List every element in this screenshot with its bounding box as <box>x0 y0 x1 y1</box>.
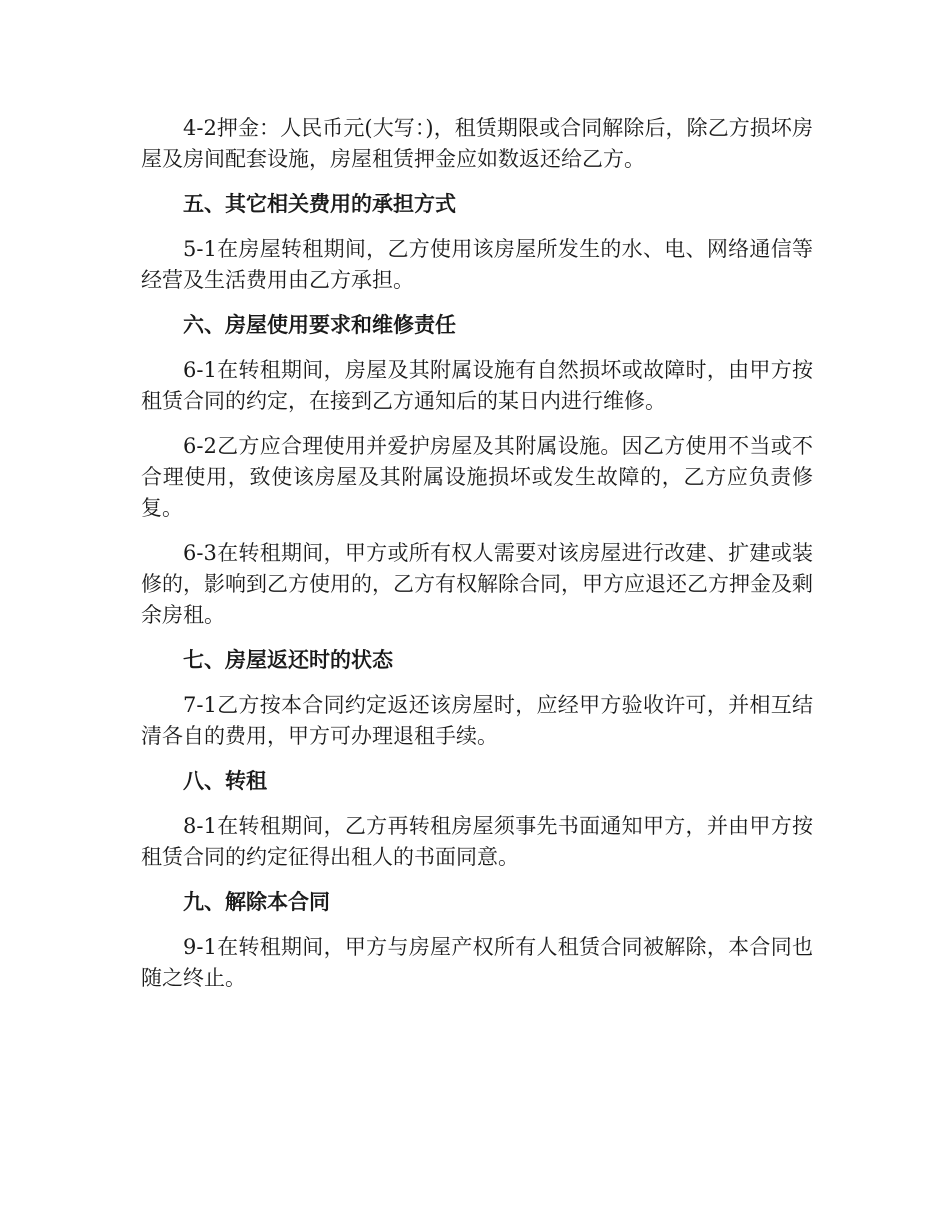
clause-6-2: 6-2乙方应合理使用并爱护房屋及其附属设施。因乙方使用不当或不合理使用，致使该房屋及其附属设施损坏或发生故障的，乙方应负责修复。 <box>141 434 813 520</box>
section-heading-9: 九、解除本合同 <box>183 890 330 914</box>
clause-6-3: 6-3在转租期间，甲方或所有权人需要对该房屋进行改建、扩建或装修的，影响到乙方使用的，乙方有权解除合同，甲方应退还乙方押金及剩余房租。 <box>141 541 813 627</box>
section-heading-7: 七、房屋返还时的状态 <box>183 648 393 672</box>
section-heading-8: 八、转租 <box>183 769 267 793</box>
clause-9-1: 9-1在转租期间，甲方与房屋产权所有人租赁合同被解除，本合同也随之终止。 <box>141 935 813 990</box>
clause-8-1: 8-1在转租期间，乙方再转租房屋须事先书面通知甲方，并由甲方按租赁合同的约定征得出租人的书面同意。 <box>141 814 813 869</box>
section-heading-5: 五、其它相关费用的承担方式 <box>183 192 456 216</box>
clause-6-1: 6-1在转租期间，房屋及其附属设施有自然损坏或故障时，由甲方按租赁合同的约定，在接到乙方通知后的某日内进行维修。 <box>141 358 813 413</box>
clause-5-1: 5-1在房屋转租期间，乙方使用该房屋所发生的水、电、网络通信等经营及生活费用由乙方承担。 <box>141 237 813 292</box>
document-page <box>141 113 813 1008</box>
section-heading-6: 六、房屋使用要求和维修责任 <box>183 313 456 337</box>
clause-4-2: 4-2押金：人民币元(大写：)，租赁期限或合同解除后，除乙方损坏房屋及房间配套设施，房屋租赁押金应如数返还给乙方。 <box>141 116 813 171</box>
clause-7-1: 7-1乙方按本合同约定返还该房屋时，应经甲方验收许可，并相互结清各自的费用，甲方可办理退租手续。 <box>141 693 813 748</box>
